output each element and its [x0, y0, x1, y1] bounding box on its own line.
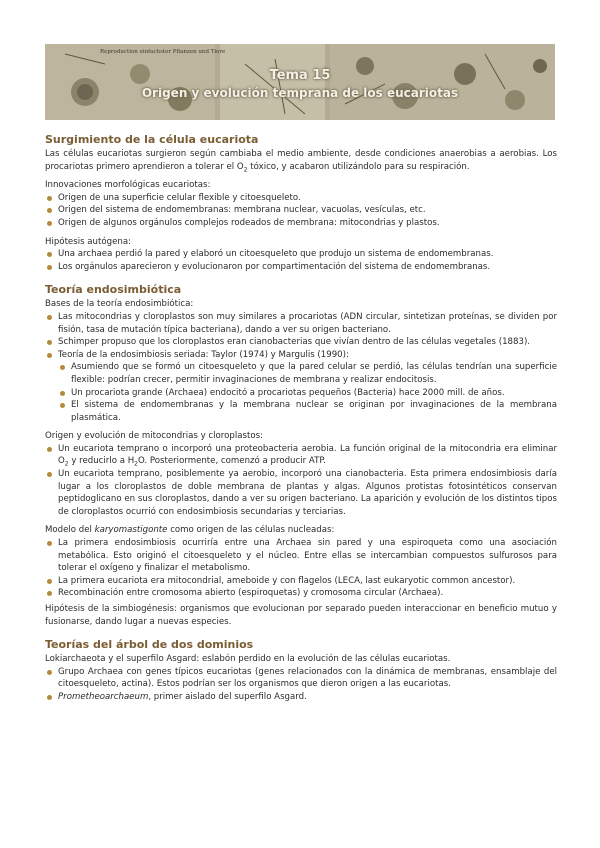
list-item: Recombinación entre cromosoma abierto (espiroquetas) y cromosoma circular (Archaea).: [45, 587, 557, 600]
list-item: Las mitocondrias y cloroplastos son muy similares a procariotas (ADN circular, sintetizan proteínas, se dividen por fisión, tasa de mutación típica bacteriana), dando a ver su origen bacteriano.: [45, 311, 557, 336]
header-banner: [45, 44, 555, 120]
sub-list-item: Asumiendo que se formó un citoesqueleto y que la pared celular se perdió, las células tendrían una superficie flexible: podrían crecer, permitir invaginaciones de membrana y realizar endocitosis.: [45, 361, 557, 386]
bases-list: [45, 311, 557, 361]
section-heading-eukaryotic-origin: Surgimiento de la célula eucariota: [45, 133, 259, 146]
banner-image-heading: Reproduction einfachster Pflanzen und Tiere: [100, 49, 226, 55]
origin-label: Origen y evolución de mitocondrias y cloroplastos:: [45, 431, 263, 442]
list-item: Prometheoarchaeum, primer aislado del superfilo Asgard.: [45, 691, 557, 704]
list-item: Schimper propuso que los cloroplastos eran cianobacterias que vivían dentro de las células vegetales (1883).: [45, 336, 557, 349]
page-title: Origen y evolución temprana de los eucariotas: [141, 86, 459, 100]
origin-list: [45, 443, 557, 519]
karyomastigont-label: Modelo del karyomastigonte como origen de las células nucleadas:: [45, 525, 335, 536]
sub-list-item: Un procariota grande (Archaea) endocitó a procariotas pequeños (Bacteria) hace 2000 mill. de años.: [45, 387, 557, 400]
list-item: Un eucariota temprano, posiblemente ya aerobio, incorporó una cianobacteria. Esta primera endosimbiosis daría lugar a los cloroplastos de doble membrana de plantas y algas. Algunos protistas fotosintéticos conservan peptidoglicano en sus cloroplastos, dando a ver su origen bacteriano. La aparición y evolución de los distintos tipos de cloroplastos ocurrió con endosimbiosis secundarias y terciarias.: [45, 468, 557, 518]
list-item: Los orgánulos aparecieron y evolucionaron por compartimentación del sistema de endomembranas.: [45, 261, 557, 274]
serial-endosymbiosis-list: [45, 361, 557, 424]
section-heading-two-domain-tree: Teorías del árbol de dos dominios: [45, 638, 254, 652]
asgard-list: [45, 666, 557, 704]
list-item: La primera endosimbiosis ocurriría entre una Archaea sin pared y una espiroqueta como una asociación metabólica. Esto originó el citoesqueleto y el núcleo. Entre ellas se intercambian compuestos sulfurosos para tolerar el oxígeno y finalizar el metabolismo.: [45, 537, 557, 575]
sub-list-item: El sistema de endomembranas y la membrana nuclear se originan por invaginaciones de la membrana plasmática.: [45, 399, 557, 424]
list-item: Origen del sistema de endomembranas: membrana nuclear, vacuolas, vesículas, etc.: [45, 204, 557, 217]
list-item: Un eucariota temprano o incorporó una proteobacteria aerobia. La función original de la mitocondria era eliminar $O_2$ y reducirlo a $H_2O$. Posteriormente, comenzó a producir ATP.: [45, 443, 557, 468]
bases-label: Bases de la teoría endosimbiótica:: [45, 299, 194, 310]
innovations-label: Innovaciones morfológicas eucariotas:: [45, 180, 211, 191]
autogenous-list: [45, 248, 557, 273]
paragraph: Las células eucariotas surgieron según cambiaba el medio ambiente, desde condiciones anaerobias a aerobias. Los procariotas primero aprendieron a tolerar el $O_2$ tóxico, y acabaron utilizándolo para su respiración.: [45, 149, 557, 174]
list-item: Origen de algunos orgánulos complejos rodeados de membrana: mitocondrias y plastos.: [45, 217, 557, 230]
list-item: Grupo Archaea con genes típicos eucariotas (genes relacionados con la dinámica de membranas, ensamblaje del citoesqueleto, actina). Estos podrían ser los organismos que dieron origen a las eucariotas.: [45, 666, 557, 691]
page-title-number: Tema 15: [269, 68, 331, 83]
list-item: Una archaea perdió la pared y elaboró un citoesqueleto que produjo un sistema de endomembranas.: [45, 248, 557, 261]
list-item: La primera eucariota era mitocondrial, ameboide y con flagelos (LECA, last eukaryotic common ancestor).: [45, 575, 557, 588]
list-item: Teoría de la endosimbiosis seriada: Taylor (1974) y Margulis (1990):: [45, 349, 557, 362]
karyomastigont-list: [45, 537, 557, 600]
innovations-list: [45, 192, 557, 230]
autogenous-label: Hipótesis autógena:: [45, 236, 131, 247]
document-body: [45, 133, 557, 704]
paragraph: Lokiarchaeota y el superfilo Asgard: eslabón perdido en la evolución de las células eucariotas.: [45, 654, 451, 665]
section-heading-endosymbiotic-theory: Teoría endosimbiótica: [45, 283, 182, 297]
symbiogenesis-paragraph: Hipótesis de la simbiogénesis: organismos que evolucionan por separado pueden interaccionar en beneficio mutuo y fusionarse, dando lugar a nuevas especies.: [45, 604, 557, 627]
list-item: Origen de una superficie celular flexible y citoesqueleto.: [45, 192, 557, 205]
